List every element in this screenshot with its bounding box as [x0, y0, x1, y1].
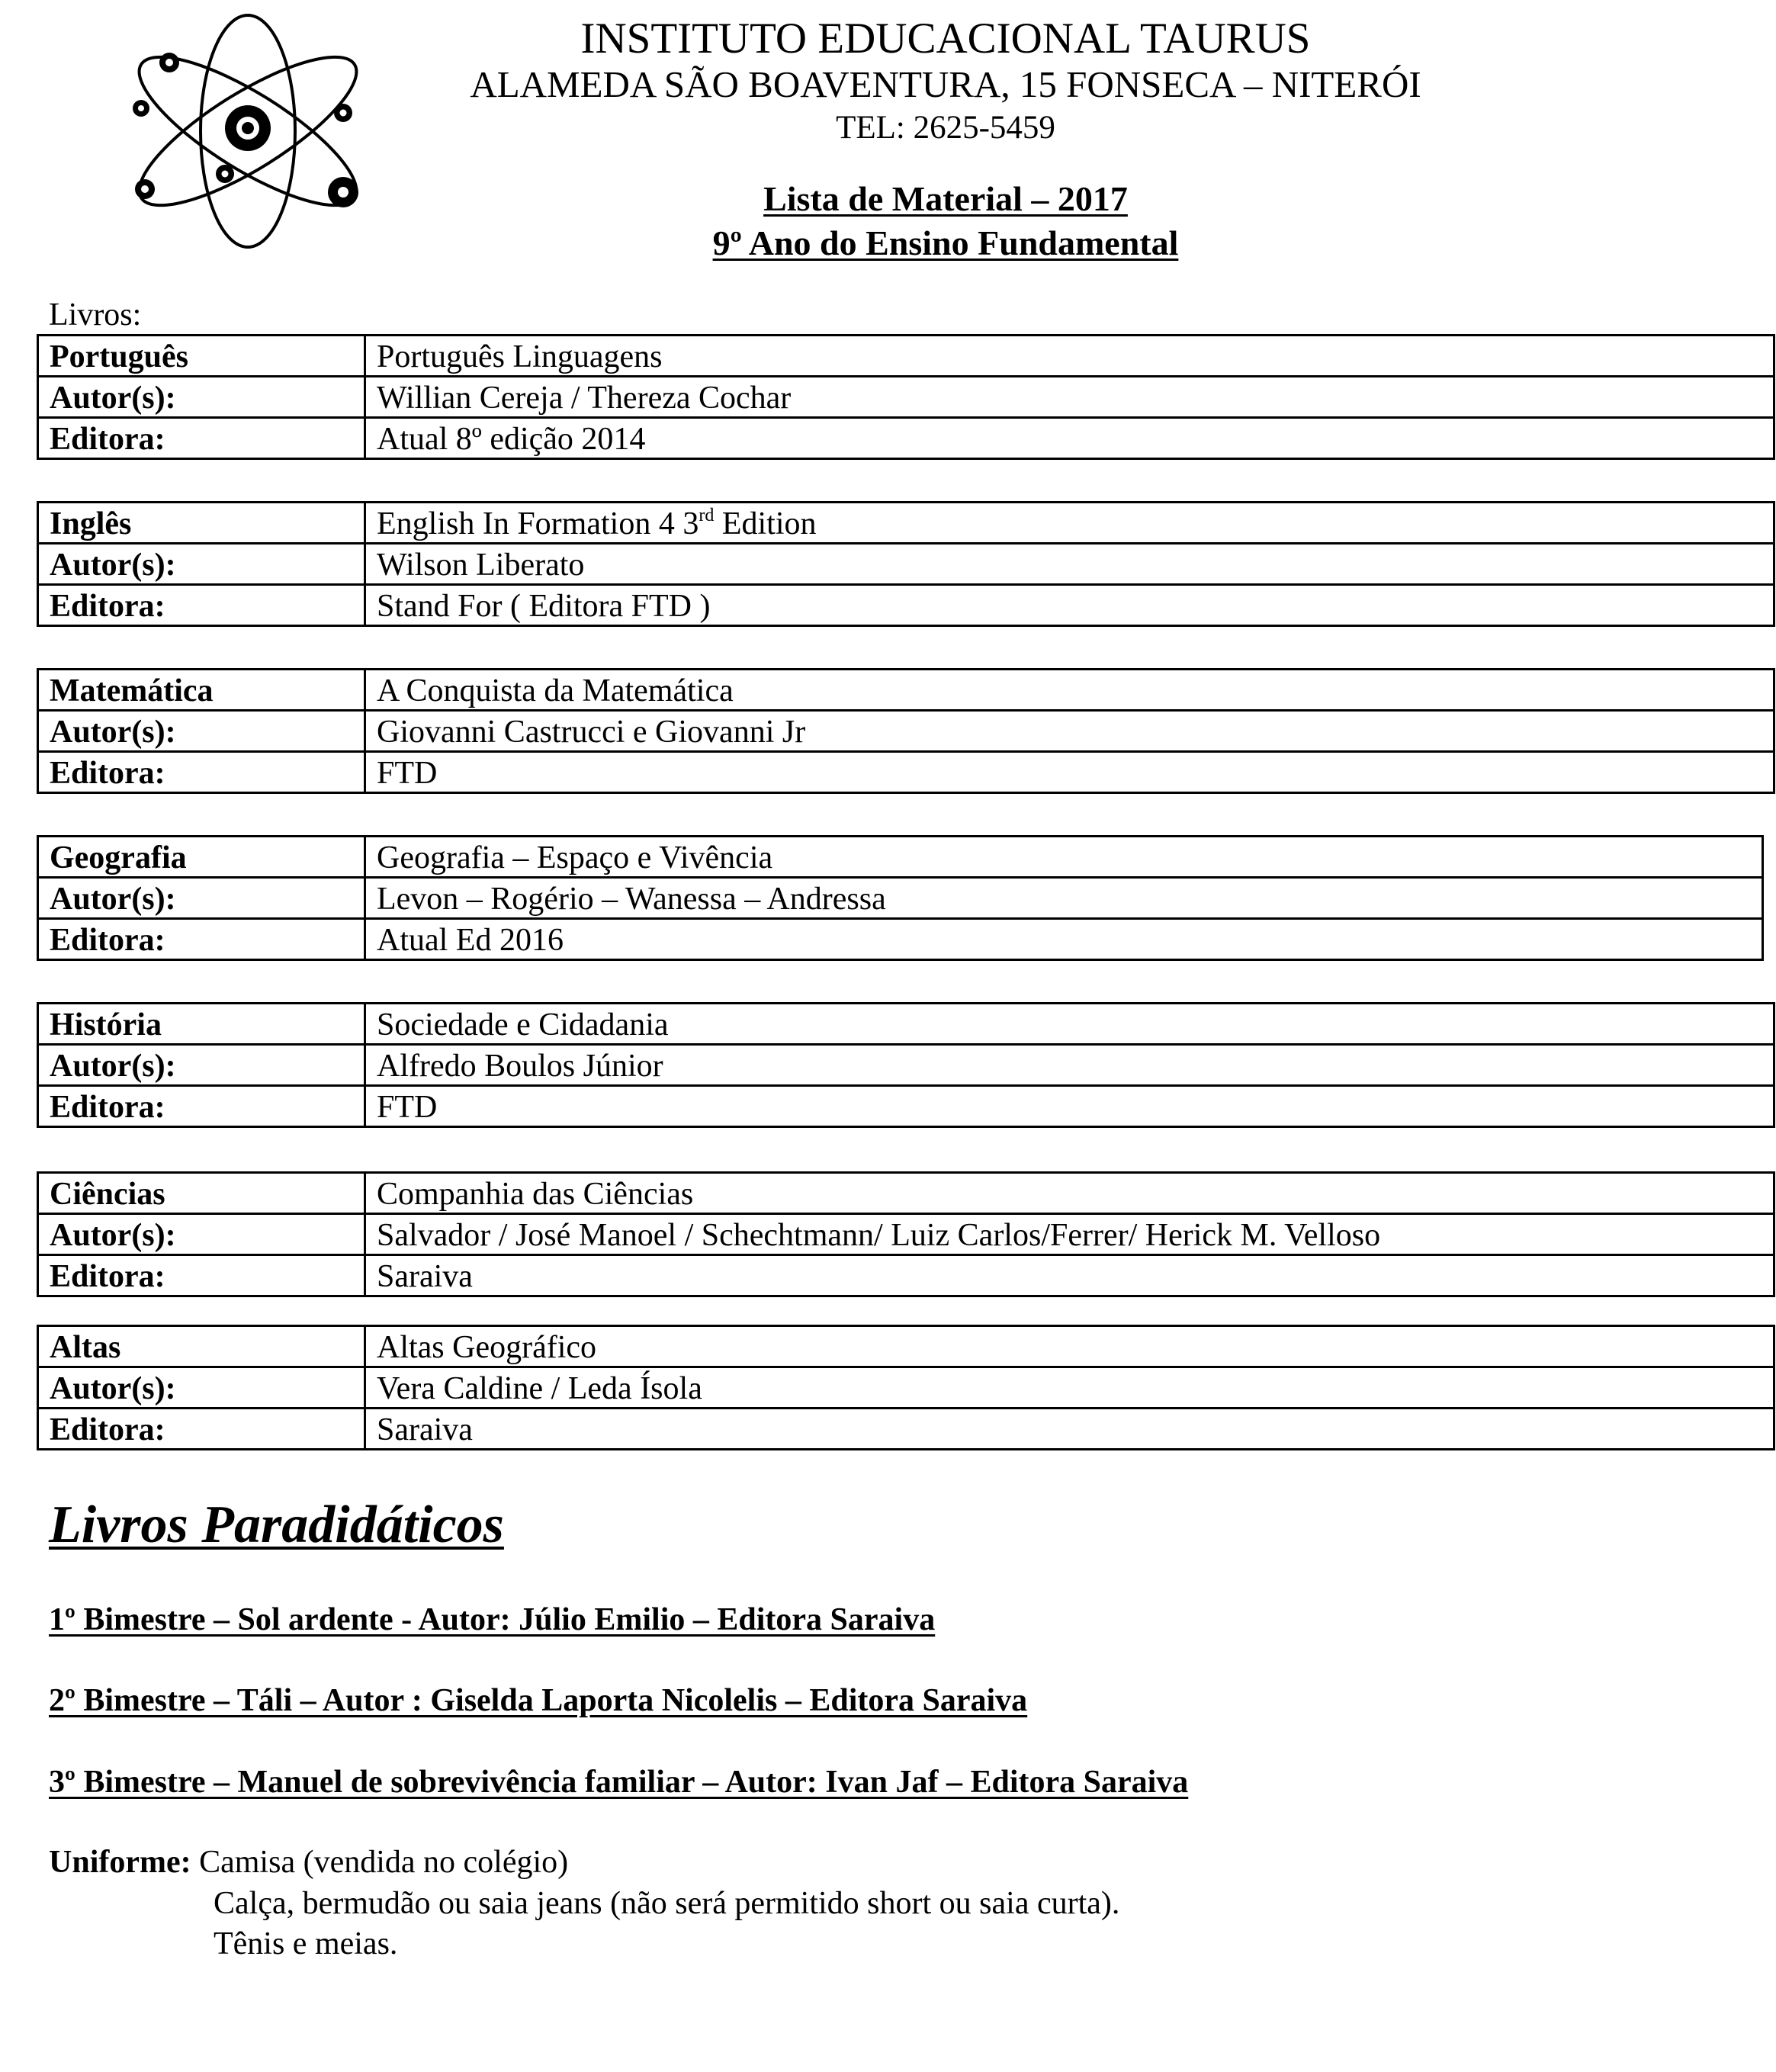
- table-row: [38, 919, 1763, 960]
- table-row: [38, 1173, 1774, 1214]
- table-row: [38, 544, 1774, 585]
- publisher-label: Editora:: [38, 1409, 365, 1450]
- book-publisher: FTD: [365, 1086, 1774, 1127]
- table-row: [38, 837, 1763, 878]
- school-logo-atom: [114, 8, 377, 252]
- subject-label: Ciências: [38, 1173, 365, 1214]
- table-row: [38, 1255, 1774, 1296]
- paradidatico-item-1: 1º Bimestre – Sol ardente - Autor: Júlio Emilio – Editora Saraiva: [49, 1602, 936, 1637]
- publisher-label: Editora:: [38, 752, 365, 793]
- author-label: Autor(s):: [38, 1045, 365, 1086]
- author-label: Autor(s):: [38, 878, 365, 919]
- book-table-geografia: [37, 835, 1764, 961]
- book-publisher: Saraiva: [365, 1409, 1774, 1450]
- table-row: [38, 670, 1774, 711]
- publisher-label: Editora:: [38, 585, 365, 626]
- book-author: Giovanni Castrucci e Giovanni Jr: [365, 711, 1774, 752]
- book-publisher: Atual Ed 2016: [365, 919, 1763, 960]
- book-table-matematica: [37, 668, 1775, 794]
- table-row: [38, 585, 1774, 626]
- school-name: INSTITUTO EDUCACIONAL TAURUS: [580, 14, 1311, 63]
- author-label: Autor(s):: [38, 544, 365, 585]
- book-title: Sociedade e Cidadania: [365, 1004, 1774, 1045]
- book-table-ingles: [37, 501, 1775, 627]
- book-title: Português Linguagens: [365, 336, 1774, 377]
- table-row: [38, 336, 1774, 377]
- book-title-main: English In Formation 4 3: [377, 506, 699, 541]
- uniform-label: Uniforme:: [49, 1845, 191, 1880]
- book-title: Altas Geográfico: [365, 1326, 1774, 1367]
- author-label: Autor(s):: [38, 711, 365, 752]
- uniform-line-2: Calça, bermudão ou saia jeans (não será permitido short ou saia curta).: [214, 1886, 1120, 1921]
- table-row: [38, 878, 1763, 919]
- author-label: Autor(s):: [38, 377, 365, 418]
- book-publisher: Atual 8º edição 2014: [365, 418, 1774, 459]
- book-author: Levon – Rogério – Wanessa – Andressa: [365, 878, 1763, 919]
- book-title: Geografia – Espaço e Vivência: [365, 837, 1763, 878]
- table-row: [38, 418, 1774, 459]
- table-row: [38, 503, 1774, 544]
- book-publisher: Stand For ( Editora FTD ): [365, 585, 1774, 626]
- table-row: [38, 1045, 1774, 1086]
- table-row: [38, 1086, 1774, 1127]
- book-author: Wilson Liberato: [365, 544, 1774, 585]
- table-row: [38, 711, 1774, 752]
- logo-nucleus: [225, 105, 271, 151]
- book-author: Salvador / José Manoel / Schechtmann/ Luiz Carlos/Ferrer/ Herick M. Velloso: [365, 1214, 1774, 1255]
- book-author: Willian Cereja / Thereza Cochar: [365, 377, 1774, 418]
- book-table-altas: [37, 1325, 1775, 1450]
- publisher-label: Editora:: [38, 1255, 365, 1296]
- table-row: [38, 1367, 1774, 1409]
- table-row: [38, 377, 1774, 418]
- publisher-label: Editora:: [38, 1086, 365, 1127]
- subject-label: Inglês: [38, 503, 365, 544]
- table-row: [38, 752, 1774, 793]
- school-address: ALAMEDA SÃO BOAVENTURA, 15 FONSECA – NITERÓI: [470, 63, 1421, 105]
- publisher-label: Editora:: [38, 418, 365, 459]
- subject-label: Português: [38, 336, 365, 377]
- uniform-line-1: [49, 1846, 568, 1878]
- uniform-line-3: Tênis e meias.: [214, 1926, 398, 1961]
- subject-label: Altas: [38, 1326, 365, 1367]
- school-phone: TEL: 2625-5459: [836, 110, 1055, 146]
- book-title-superscript: rd: [699, 506, 715, 525]
- book-title-suffix: Edition: [714, 506, 817, 541]
- uniform-item: Camisa (vendida no colégio): [191, 1845, 569, 1880]
- publisher-label: Editora:: [38, 919, 365, 960]
- book-author: Alfredo Boulos Júnior: [365, 1045, 1774, 1086]
- book-title: Companhia das Ciências: [365, 1173, 1774, 1214]
- paradidatico-item-3: 3º Bimestre – Manuel de sobrevivência familiar – Autor: Ivan Jaf – Editora Saraiva: [49, 1765, 1189, 1800]
- book-table-ciencias: [37, 1171, 1775, 1297]
- book-table-historia: [37, 1002, 1775, 1128]
- subject-label: Matemática: [38, 670, 365, 711]
- book-publisher: FTD: [365, 752, 1774, 793]
- book-publisher: Saraiva: [365, 1255, 1774, 1296]
- books-section-label: Livros:: [49, 297, 142, 332]
- book-author: Vera Caldine / Leda Ísola: [365, 1367, 1774, 1409]
- paradidaticos-heading: Livros Paradidáticos: [49, 1495, 504, 1554]
- table-row: [38, 1409, 1774, 1450]
- list-title: Lista de Material – 2017: [763, 179, 1128, 218]
- book-title: [365, 503, 1774, 544]
- table-row: [38, 1214, 1774, 1255]
- book-title: A Conquista da Matemática: [365, 670, 1774, 711]
- table-row: [38, 1326, 1774, 1367]
- subject-label: História: [38, 1004, 365, 1045]
- author-label: Autor(s):: [38, 1367, 365, 1409]
- grade-title: 9º Ano do Ensino Fundamental: [712, 223, 1179, 262]
- subject-label: Geografia: [38, 837, 365, 878]
- table-row: [38, 1004, 1774, 1045]
- paradidatico-item-2: 2º Bimestre – Táli – Autor : Giselda Laporta Nicolelis – Editora Saraiva: [49, 1683, 1028, 1718]
- book-table-portugues: [37, 334, 1775, 460]
- author-label: Autor(s):: [38, 1214, 365, 1255]
